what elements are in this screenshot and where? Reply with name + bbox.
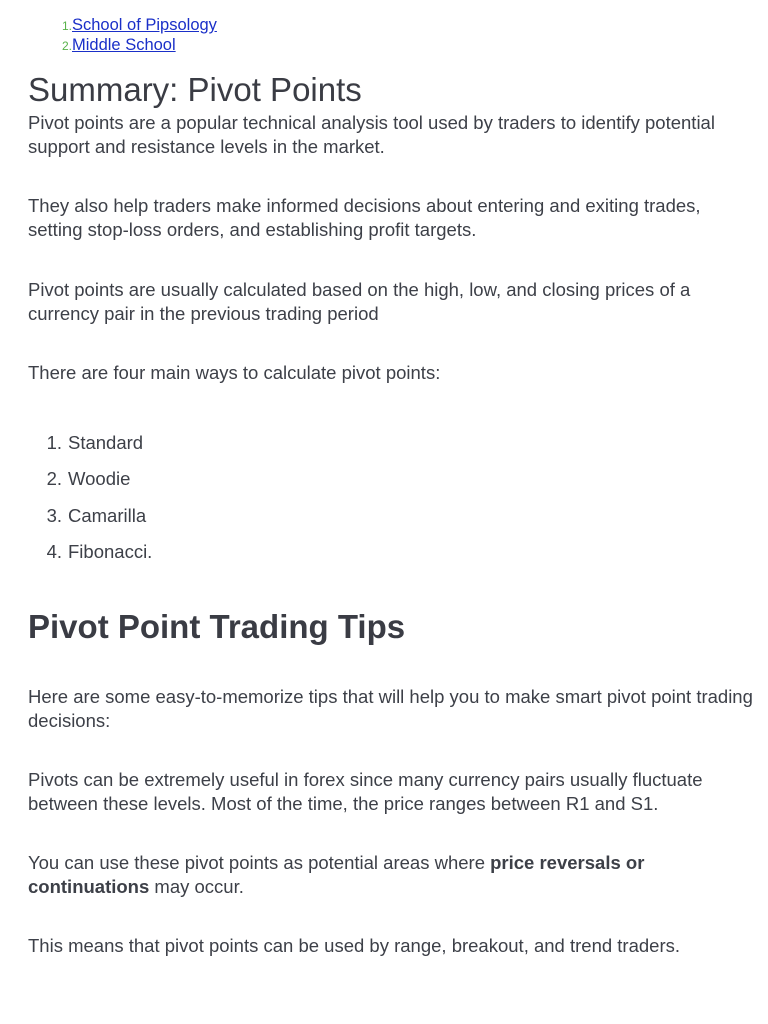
list-item-number: 2. — [46, 468, 62, 490]
list-item — [28, 468, 152, 504]
tips-paragraph-3 — [28, 851, 758, 898]
tips-paragraph-4: This means that pivot points can be used by range, breakout, and trend traders. — [28, 935, 680, 956]
list-item-label: Standard — [68, 432, 144, 453]
summary-paragraph-2: They also help traders make informed decisions about entering and exiting trades, setting stop-loss orders, and establishing profit targets. — [28, 195, 701, 240]
tips-paragraph-3-emphasis: price reversals or continuations — [28, 852, 645, 897]
list-item — [28, 505, 152, 541]
tips-paragraph-1: Here are some easy-to-memorize tips that will help you to make smart pivot point trading decisions: — [28, 686, 753, 731]
page-title: Summary: Pivot Points — [28, 71, 362, 108]
pivot-methods-list — [28, 432, 152, 577]
breadcrumb-number: 1. — [61, 19, 72, 33]
list-item — [28, 541, 152, 577]
list-item-number: 4. — [46, 540, 62, 562]
summary-paragraph-3: Pivot points are usually calculated based on the high, low, and closing prices of a currency pair in the previous trading period — [28, 279, 691, 324]
breadcrumb — [28, 16, 217, 55]
section-title-trading-tips: Pivot Point Trading Tips — [28, 608, 406, 645]
tips-paragraph-3-text-end: may occur. — [149, 875, 244, 897]
tips-paragraph-2: Pivots can be extremely useful in forex since many currency pairs usually fluctuate between these levels. Most of the time, the price ranges between R1 and S1. — [28, 769, 703, 814]
breadcrumb-link-school-of-pipsology[interactable]: School of Pipsology — [72, 16, 217, 34]
list-item-label: Woodie — [68, 468, 131, 490]
summary-paragraph-1: Pivot points are a popular technical analysis tool used by traders to identify potential support and resistance levels in the market. — [28, 112, 715, 157]
list-item — [28, 432, 152, 468]
list-item-number: 1. — [46, 432, 62, 453]
breadcrumb-item-middle-school — [28, 36, 217, 56]
list-item-number: 3. — [46, 504, 62, 526]
list-item-label: Camarilla — [68, 504, 147, 526]
summary-paragraph-4: There are four main ways to calculate pivot points: — [28, 362, 441, 383]
breadcrumb-link-middle-school[interactable]: Middle School — [72, 35, 176, 54]
breadcrumb-number: 2. — [61, 38, 72, 53]
list-item-label: Fibonacci. — [68, 540, 153, 562]
breadcrumb-item-school-of-pipsology — [28, 16, 217, 36]
tips-paragraph-3-text-start: You can use these pivot points as potential areas where — [28, 852, 491, 873]
